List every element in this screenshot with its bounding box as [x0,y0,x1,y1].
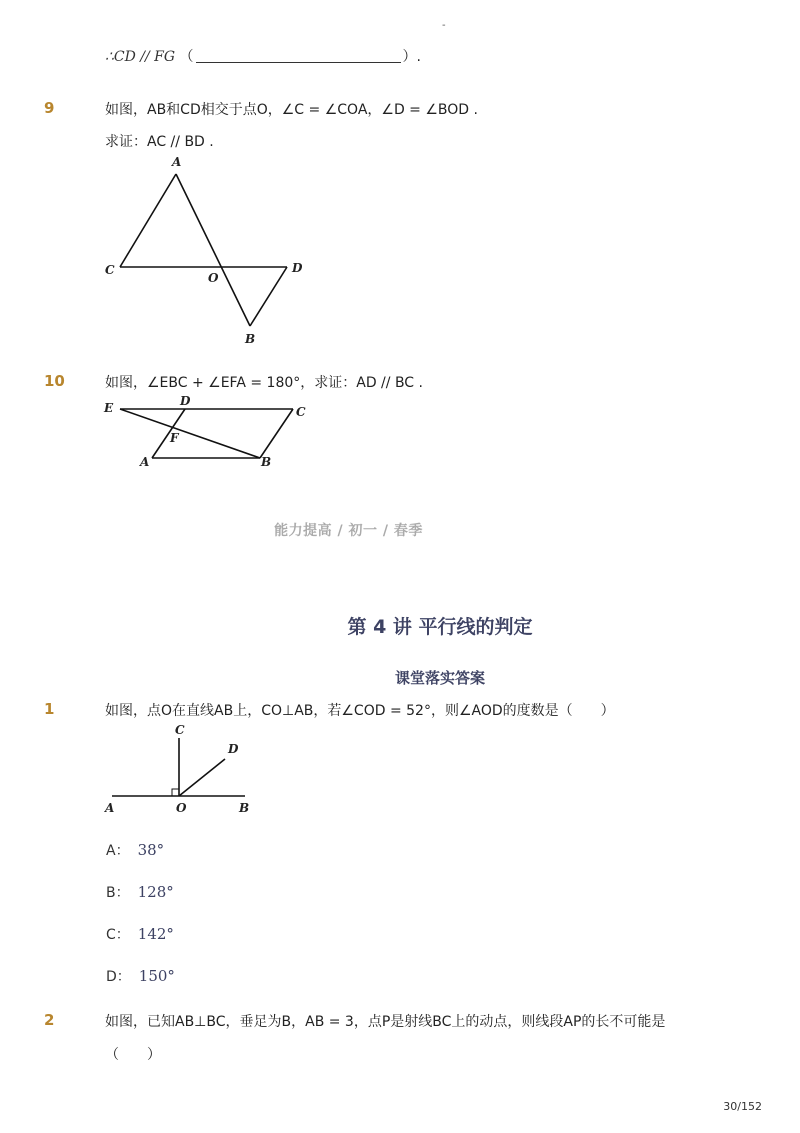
question-2-text: 如图，已知AB⊥BC，垂足为B，AB = 3，点P是射线BC上的动点，则线段AP的长不可能是 [105,1014,666,1030]
top-dash: - [442,20,446,31]
label-C: C [105,263,115,277]
page-footer: 能力提高 / 初一 / 春季 [274,523,423,539]
question-10-text: 如图，∠EBC + ∠EFA = 180°，求证：AD // BC . [105,375,423,391]
label-B: B [261,455,272,469]
option-c-value: 142° [137,925,174,943]
figure-q9 [100,150,320,350]
label-O: O [176,801,187,815]
question-9-text: 如图，AB和CD相交于点O，∠C = ∠COA，∠D = ∠BOD . [105,102,478,118]
paren-close: ）. [402,49,421,65]
label-A: A [105,801,115,815]
option-d-value: 150° [138,967,175,985]
question-1-text: 如图，点O在直线AB上，CO⊥AB，若∠COD = 52°，则∠AOD的度数是（ ） [105,703,615,719]
question-2-paren: （ ） [105,1047,161,1063]
question-number-10: 10 [44,372,65,390]
option-d[interactable] [106,966,175,986]
question-number-9: 9 [44,99,55,117]
conclusion-line [105,46,421,66]
label-A: A [172,155,182,169]
label-O: O [208,271,219,285]
option-c[interactable] [106,924,174,944]
conclusion-math: ∴CD // FG [105,49,176,65]
figure-q10 [100,392,320,472]
question-9-prove: 求证：AC // BD . [105,134,214,150]
label-B: B [245,332,256,346]
option-c-label: C： [106,927,130,943]
label-C: C [175,723,185,737]
answer-blank[interactable] [196,48,401,63]
figure-q1 [100,720,270,820]
label-A: A [140,455,150,469]
section-title: 课堂落实答案 [394,669,485,687]
label-F: F [170,431,179,445]
label-D: D [292,261,303,275]
option-a-value: 38° [137,841,165,859]
label-D: D [180,394,191,408]
option-d-label: D： [106,969,131,985]
label-E: E [104,401,114,415]
question-number-2: 2 [44,1011,55,1029]
option-a[interactable] [106,840,164,860]
option-a-label: A： [106,843,130,859]
option-b-label: B： [106,885,130,901]
paren-open: （ [179,49,194,65]
lecture-title: 第 4 讲 平行线的判定 [347,616,533,638]
label-D: D [228,742,239,756]
option-b-value: 128° [137,883,174,901]
option-b[interactable] [106,882,174,902]
label-B: B [239,801,250,815]
page-number: 30/152 [723,1100,762,1113]
label-C: C [296,405,306,419]
question-number-1: 1 [44,700,55,718]
